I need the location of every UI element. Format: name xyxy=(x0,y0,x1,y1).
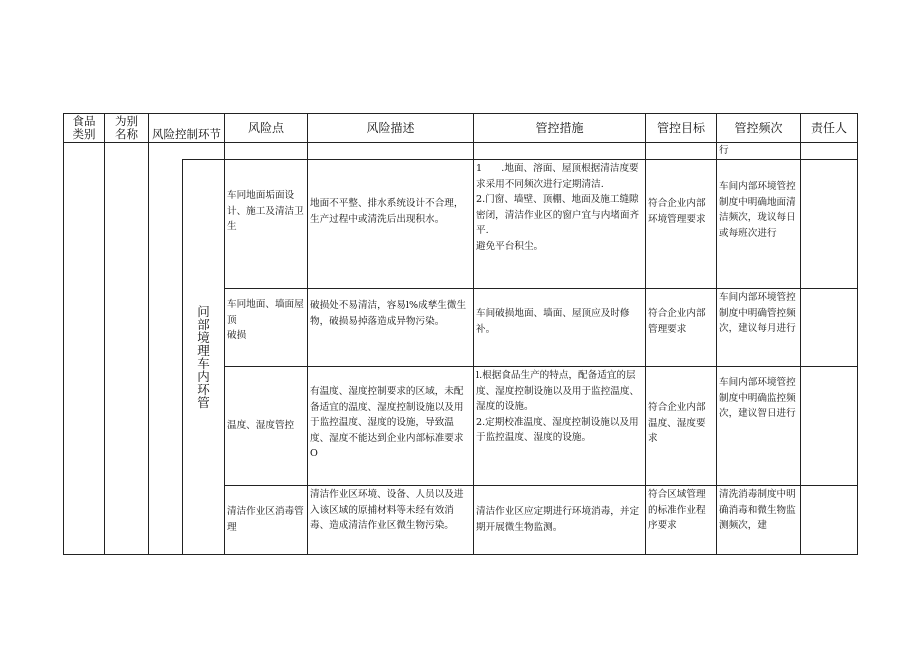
header-name: 为别名称 xyxy=(115,114,138,141)
row-2-control-target: 符合企业内部管理要求 xyxy=(648,308,706,335)
row-4-risk-point: 清洁作业区消毒管理 xyxy=(227,506,304,533)
header-control-measures: 管控措施 xyxy=(535,120,584,135)
row-3-risk-point: 温度、湿度管控 xyxy=(227,420,295,431)
header-category: 食品类别 xyxy=(72,114,96,141)
row-2-control-frequency: 车间内部环境管控制度中明确管控频次，建议每月进行 xyxy=(719,292,796,334)
header-control-frequency: 管控频次 xyxy=(734,120,783,135)
row-3-owner xyxy=(801,367,857,484)
carryover-frequency: 行 xyxy=(719,145,729,156)
row-2-control-measures: 车间破损地面、墙面、屋顶应及时修补。 xyxy=(476,308,630,335)
row-3-control-measures: l.根据食品生产的特点，配备适宜的层度、湿度控制设施以及用于监控温度、湿度的设施。 2.定期校准温度、湿度控制设施以及用于监控温度、湿度的设施。 xyxy=(476,370,640,443)
row-4-control-frequency: 清洗消毒制度中明确消毒和微生物监测频次，建 xyxy=(719,489,796,531)
header-risk-point: 风险点 xyxy=(247,120,284,135)
grid-line xyxy=(63,113,64,555)
grid-line xyxy=(857,113,858,555)
row-2-risk-description: 破损处不易清洁，容易l%成孳生微生物，破损易掉落造成异物污染。 xyxy=(310,300,467,327)
row-3-control-frequency: 车间内部环境管控制度中明确监控频次，建议智日进行 xyxy=(719,377,796,419)
row-1-control-target: 符合企业内部环境管理要求 xyxy=(648,198,706,225)
grid-line xyxy=(104,113,105,555)
header-stage: 风险控制环节 xyxy=(152,127,221,141)
row-1-control-frequency: 车间内部环境管控制度中明确地面清洁频次，珑议每日或每班次进行 xyxy=(719,181,796,239)
row-4-owner xyxy=(801,486,857,554)
row-3-risk-description: 有温度、湿度控制要求的区域，未配备适宜的温度、湿度控制设施以及用于监控温度、湿度的设施，导致温度、湿度不能达到企业内部标准要求O xyxy=(310,386,464,459)
header-control-target: 管控目标 xyxy=(656,120,705,135)
row-2-owner xyxy=(801,289,857,365)
row-2-risk-point: 车冋地面、墙面屋顶 破损 xyxy=(227,299,304,341)
row-4-risk-description: 清洁作业区环境、设备、人员以及进入该区域的原捕材料等未经有效消毒、造成清洁作业区微生物污染。 xyxy=(310,489,464,531)
section-label xyxy=(183,160,224,554)
grid-line xyxy=(148,113,149,555)
row-1-control-measures: 1 .地面、溶面、屋顶根据清洁度要求采用不同频次进行定期清洁. 2.门窗、墙壁、顶棚、地面及施工缝隙密闭，清洁作业区的窗户宜与内堵面齐平. 避免平台积尘。 xyxy=(476,163,640,252)
grid-line xyxy=(63,554,858,555)
row-4-control-target: 符合区域管理的标准作业程序要求 xyxy=(648,489,706,531)
row-1-risk-point: 车冋地面垢面设计、施工及清洁卫生 xyxy=(227,190,304,232)
header-risk-description: 风险描述 xyxy=(366,120,415,135)
row-1-risk-description: 地面不平整、排水系统设计不合理，生产过程中或清洗后出现积水。 xyxy=(310,198,464,225)
row-1-owner xyxy=(801,160,857,287)
section-label-text: 问部境理车内环管 xyxy=(197,304,210,410)
row-4-control-measures: 清洁作业区应定期进行环境消毒，并定期开展微生物监测。 xyxy=(476,506,640,533)
row-3-control-target: 符合企业内部温度、湿度要求 xyxy=(648,402,706,444)
header-owner: 责任人 xyxy=(810,120,847,135)
